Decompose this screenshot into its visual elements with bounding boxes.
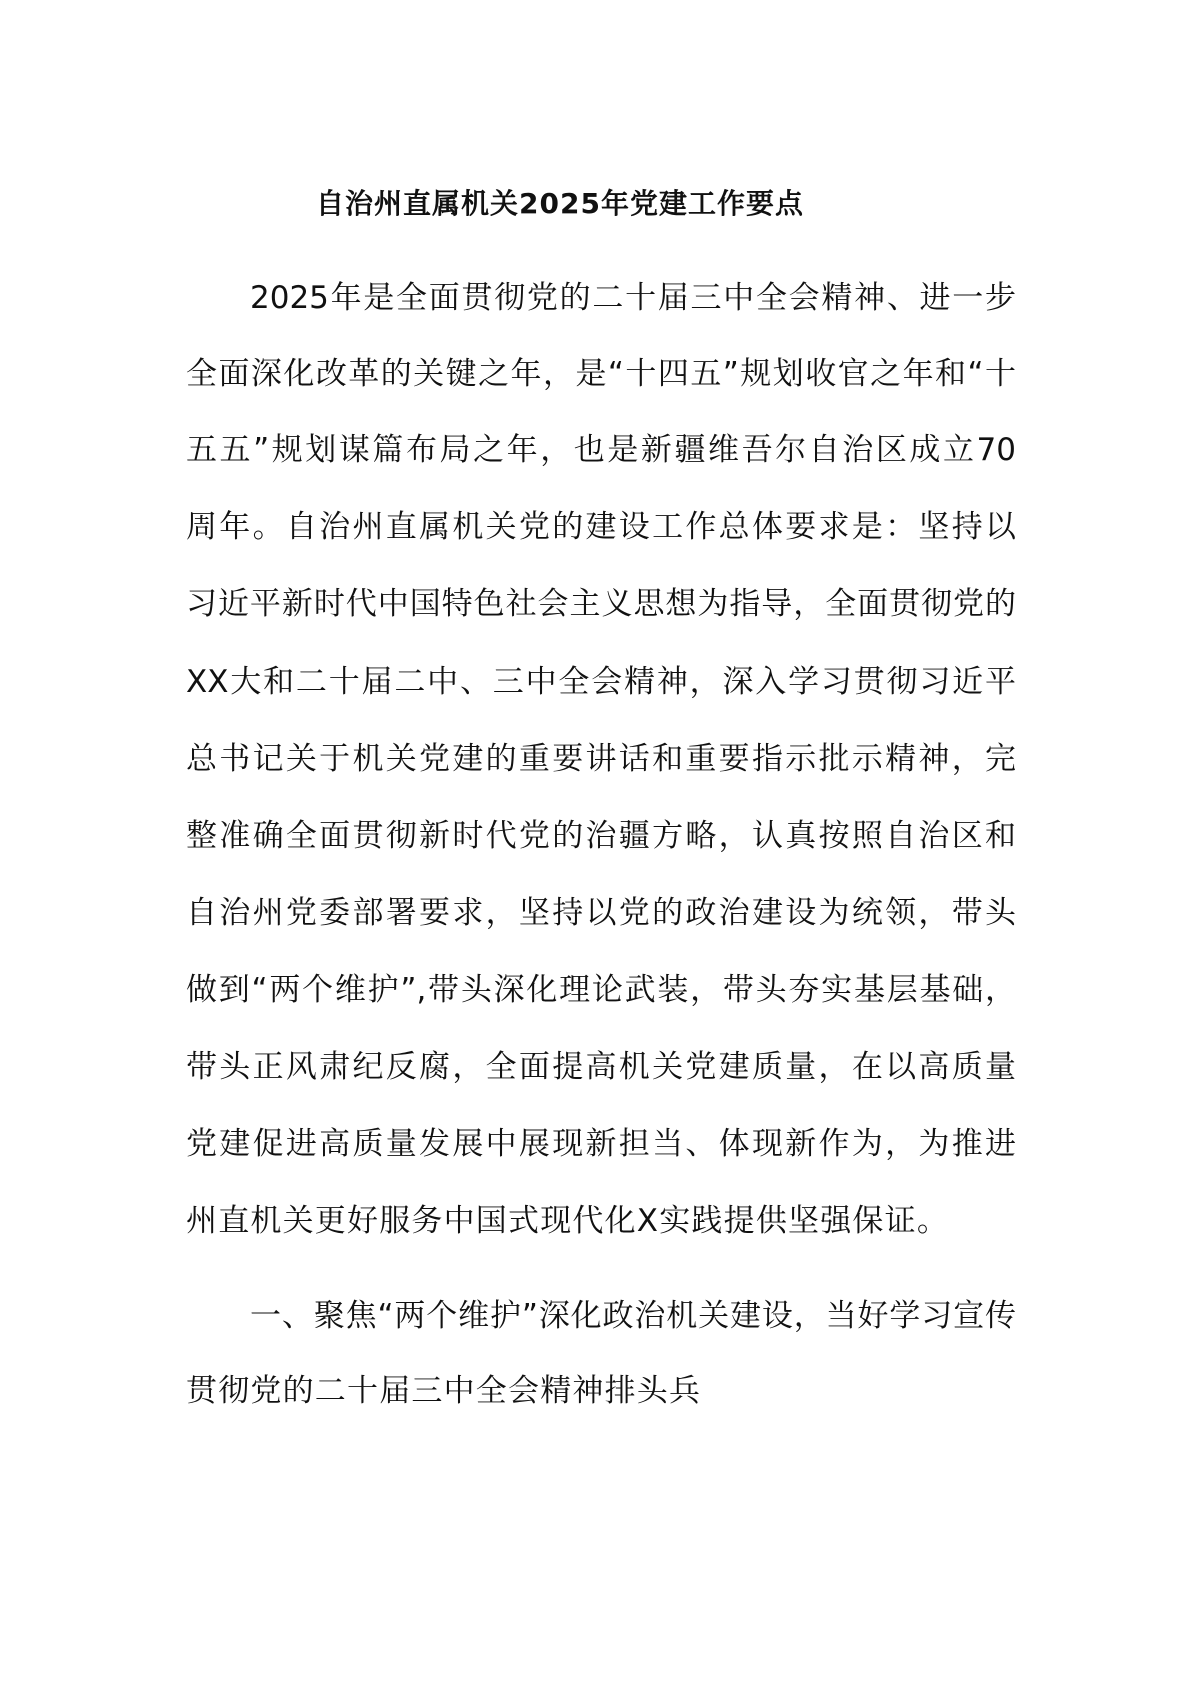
paragraph-1-line-13: 州直机关更好服务中国式现代化X实践提供坚强保证。 xyxy=(186,1203,950,1239)
paragraph-1-line-5: 习近平新时代中国特色社会主义思想为指导，全面贯彻党的 xyxy=(186,586,1016,622)
paragraph-1-line-12: 党建促进高质量发展中展现新担当、体现新作为，为推进 xyxy=(186,1126,1016,1162)
document-title: 自治州直属机关2025年党建工作要点 xyxy=(316,187,804,220)
paragraph-1-line-1: 2025年是全面贯彻党的二十届三中全会精神、进一步 xyxy=(250,280,1016,316)
paragraph-1-line-7: 总书记关于机关党建的重要讲话和重要指示批示精神，完 xyxy=(186,741,1016,777)
paragraph-1-line-3: 五五”规划谋篇布局之年，也是新疆维吾尔自治区成立70 xyxy=(186,432,1016,468)
paragraph-1-line-6: XX大和二十届二中、三中全会精神，深入学习贯彻习近平 xyxy=(186,664,1016,700)
section-heading-1-line-1: 一、聚焦“两个维护”深化政治机关建设，当好学习宣传 xyxy=(250,1298,1016,1334)
section-heading-1-line-2: 贯彻党的二十届三中全会精神排头兵 xyxy=(186,1373,702,1409)
paragraph-1-line-9: 自治州党委部署要求，坚持以党的政治建设为统领，带头 xyxy=(186,895,1016,931)
paragraph-1-line-11: 带头正风肃纪反腐，全面提高机关党建质量，在以高质量 xyxy=(186,1049,1016,1085)
paragraph-1-line-2: 全面深化改革的关键之年，是“十四五”规划收官之年和“十 xyxy=(186,356,1016,392)
paragraph-1-line-8: 整准确全面贯彻新时代党的治疆方略，认真按照自治区和 xyxy=(186,818,1016,854)
paragraph-1-line-10: 做到“两个维护”,带头深化理论武装，带头夯实基层基础， xyxy=(186,972,1016,1008)
paragraph-1-line-4: 周年。自治州直属机关党的建设工作总体要求是：坚持以 xyxy=(186,509,1016,545)
